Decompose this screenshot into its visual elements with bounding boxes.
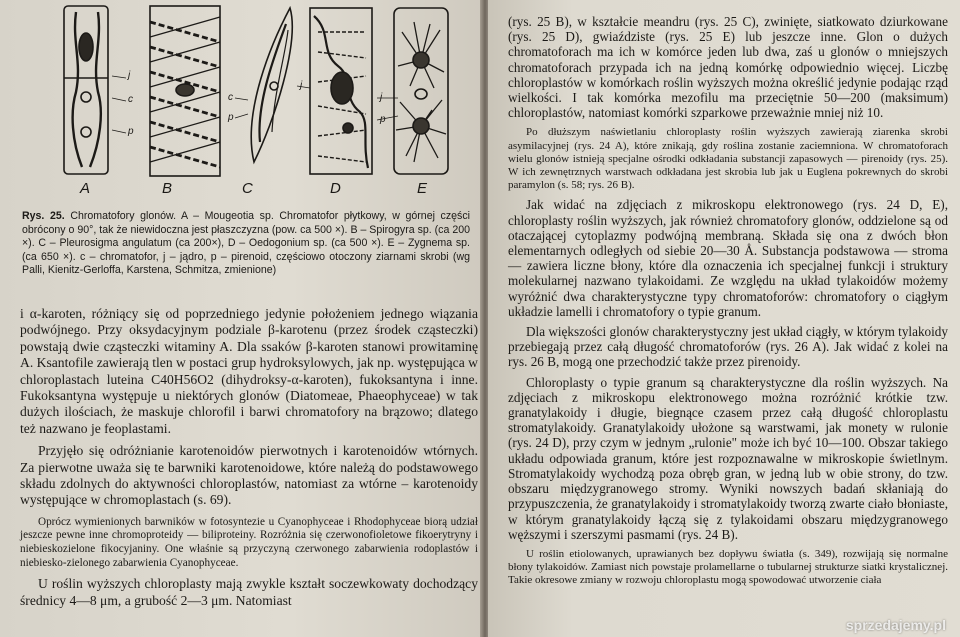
- marker-c-c: c: [228, 92, 233, 103]
- marker-p-a: p: [128, 126, 134, 137]
- marker-j-a: j: [128, 70, 131, 81]
- panel-letter-d: D: [330, 180, 341, 197]
- chromatophore-drawing: [42, 2, 452, 202]
- marker-c-a: c: [128, 94, 133, 105]
- right-paragraph-6: U roślin etiolowanych, uprawianych bez dopływu światła (s. 349), rozwijają się normalne błony tylakoidów. Zamiast nich powstaje prolamellarne o tubularnej strukturze siatki krystalicznej. Takie okresowe zmiany w rozwoju chloroplastu mogą spowodować utworzenie ciała: [508, 547, 948, 587]
- right-paragraph-3: Jak widać na zdjęciach z mikroskopu elektronowego (rys. 24 D, E), chloroplasty roślin wyższych, jak również chromatofory glonów, oddzielone są od otaczającej cytoplazmy podwójną membraną. Składa się ona z dwóch błon elementarnych odległych od siebie 20—30 Å. Substancja podstawowa — stroma — zawiera liczne błony, które dla oznaczenia ich specjalnej funkcji i struktury molekularnej nazwano tylakoidami. Ze względu na układ tylakoidów możemy wyróżnić dwa charakterystyczne typy chromatoforów: chromatofory o ciągłym układzie lamelli i chromatofory o typie granum.: [508, 197, 948, 319]
- right-body-text: [508, 14, 948, 588]
- watermark-logo: sprzedajemy.pl: [845, 617, 946, 633]
- figure-caption: [22, 210, 470, 278]
- left-paragraph-1: i α-karoten, różniący się od poprzedniego jedynie położeniem jednego wiązania podwójnego. Przy oksydacyjnym podziale β-karotenu (przez środek cząsteczki) powstają dwie cząsteczki witaminy A. Dla ssaków β-karoten stanowi prowitaminę A. Ksantofile zawierają tlen w postaci grup hydroksylowych, jak np. występująca w chloroplastach luteina C40H56O2 (dihydroksy-α-karoten), fukoksantyna i inne. Fukoksantyna występuje u niektórych glonów (Diatomeae, Phaeophyceae) w tak dużych ilościach, że maskuje chlorofil i barwi chromatofory na brązowo; dlatego też nazwano je feoplastami.: [20, 306, 478, 436]
- left-body-text: [20, 306, 478, 609]
- left-paragraph-2: Przyjęło się odróżnianie karotenoidów pierwotnych i karotenoidów wtórnych. Za pierwotne uważa się te barwniki karotenoidowe, które należą do podstawowego składu zdolnych do aktywności chloroplastów, natomiast za wtórne – karotenoidy występujące w chromoplastach (s. 69).: [20, 443, 478, 508]
- caption-text: Chromatofory glonów. A – Mougeotia sp. Chromatofor płytkowy, w górnej części obrócony o 90°, tak że niewidoczna jest płaszczyzna (pow. ca 500 ×). B – Spirogyra sp. (ca 200 ×). C – Pleurosigma angulatum (ca 200×), D – Oedogonium sp. (ca 500 ×). E – Zygnema sp. (ca 650 ×). c – chromatofor, j – jądro, p – pirenoid, częściowo otoczony ziarnami skrobi (wg Palli, Kienitz-Gerloffa, Karstena, Schmitza, zmienione): [22, 210, 470, 277]
- marker-j-e: j: [380, 92, 383, 103]
- right-paragraph-5: Chloroplasty o typie granum są charakterystyczne dla roślin wyższych. Na zdjęciach z mikroskopu elektronowego można rozróżnić krótkie tzw. granatylakoidy i długie, biegnące czasem przez całą długość chloroplastu stromatylakoidy. Granatylakoidy ułożone są warstwami, jak monety w rulonie (rys. 24 D), przy czym w jednym „rulonie" może ich być 10—100. Obszar takiego układu odpowiada granum, które jest rozpoznawalne w mikroskopie świetlnym. Stromatylakoidy wychodzą poza obręb gran, w jedną lub w obie strony, do tzw. obszaru międzygranowego stromy. Wyniki nowszych badań skłaniają do przypuszczenia, że granatylakoidy i stromatylakoidy tworzą zwarte ciało błoniaste, w którym granatylakoidy łączą się z tylakoidami obszaru międzygranowego węższymi i szerszymi pasmami (rys. 24 B).: [508, 374, 948, 542]
- caption-label: Rys. 25.: [22, 210, 65, 222]
- panel-letter-c: C: [242, 180, 253, 197]
- marker-p-c: p: [228, 112, 234, 123]
- left-paragraph-3: Oprócz wymienionych barwników w fotosyntezie u Cyanophyceae i Rhodophyceae biorą udział jeszcze pewne inne chromoproteidy — biliproteiny. Rozróżnia się czerwonofioletowe fikoerytryny i niebieskozielone fikocyjaniny. One właśnie są przyczyną czerwonego zabarwienia rodoplastów i niebiesko-zielonego zabarwienia Cyanophyceae.: [20, 515, 478, 569]
- panel-letter-e: E: [417, 180, 428, 197]
- right-paragraph-1: (rys. 25 B), w kształcie meandru (rys. 25 C), zwinięte, siatkowato dziurkowane (rys. 25 D), gwiaździste (rys. 25 E) lub jeszcze inne. Glon o dużych chromatoforach ma ich w komórce jeden lub dwa, zaś u glonów o mniejszych chromatoforach przypada ich na jedną komórkę odpowiednio więcej. Liczbę chloroplastów w komórkach roślin wyższych można określić jedynie podając rząd wielkości. I tak komórka mezofilu ma przeciętnie 50—200 (maksimum) chloroplastów, natomiast komórki szparkowe przeważnie mniej niż 10.: [508, 14, 948, 121]
- marker-p-e: p: [380, 114, 386, 125]
- figure-chromatophores: [42, 2, 452, 202]
- panel-letter-b: B: [162, 180, 173, 197]
- right-paragraph-4: Dla większości glonów charakterystyczny jest układ ciągły, w którym tylakoidy przebiegają przez całą długość chromatoforów (rys. 26 A). Jak widać z kolei na rys. 26 B, mogą one przechodzić także przez pirenoidy.: [508, 324, 948, 370]
- panel-letter-a: A: [80, 180, 91, 197]
- right-paragraph-2: Po dłuższym naświetlaniu chloroplasty roślin wyższych zawierają ziarenka skrobi asymilacyjnej (rys. 24 A), które znikają, gdy roślina zostanie zaciemniona. W chromatoforach wielu glonów istnieją specjalne ośrodki odkładania substancji zapasowych — pirenoidy (rys. 25). W ich zewnętrznych warstwach odkładana jest skrobia lub jak u Euglena pokrewnych do skrobi paramylon (s. 58; rys. 26 B).: [508, 126, 948, 192]
- left-paragraph-4: U roślin wyższych chloroplasty mają zwykle kształt soczewkowaty dochodzący średnicy 4—8 μm, a grubość 2—3 μm. Natomiast: [20, 576, 478, 608]
- marker-j-d: j: [300, 80, 303, 91]
